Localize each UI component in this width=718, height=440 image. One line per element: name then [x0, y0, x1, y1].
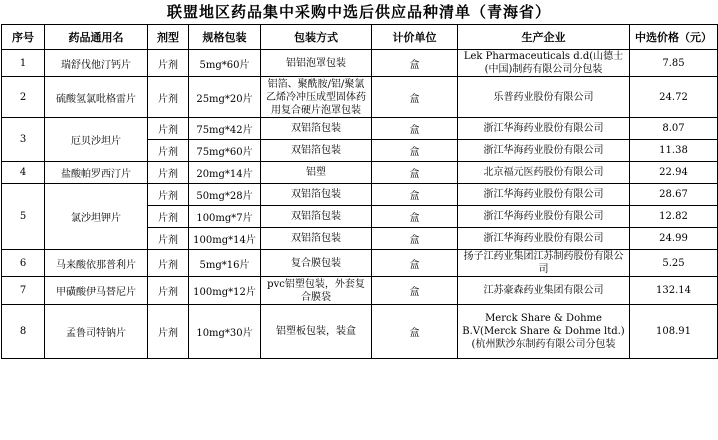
col-header-dosage-form: 剂型 — [148, 25, 189, 50]
drug-name: 瑞舒伐他汀钙片 — [45, 50, 148, 77]
packaging: 双铝箔包装 — [261, 140, 372, 162]
manufacturer: Lek Pharmaceuticals d.d(山德士(中国)制药有限公司分包装 — [458, 50, 630, 77]
table-row — [2, 50, 718, 77]
pricing-unit: 盒 — [372, 162, 458, 184]
packaging — [261, 77, 372, 118]
packaging: 复合膜包装 — [261, 250, 372, 277]
packaging-text: 铝箔、聚酰胺/铝/聚氯乙烯冷冲压成型固体药用复合硬片泡罩包装 — [266, 78, 366, 116]
winning-price: 22.94 — [630, 162, 718, 184]
pricing-unit: 盒 — [372, 140, 458, 162]
specification: 5mg*60片 — [189, 50, 261, 77]
packaging: 铝铝泡罩包装 — [261, 50, 372, 77]
pricing-unit: 盒 — [372, 118, 458, 140]
table-row — [2, 305, 718, 359]
specification: 25mg*20片 — [189, 77, 261, 118]
manufacturer: Merck Share & Dohme B.V(Merck Share & Dohme ltd.) (杭州默沙东制药有限公司分包装 — [458, 305, 630, 359]
specification: 50mg*28片 — [189, 184, 261, 206]
winning-price: 11.38 — [630, 140, 718, 162]
drug-name: 硫酸氢氯吡格雷片 — [45, 77, 148, 118]
table-row — [2, 250, 718, 277]
pricing-unit: 盒 — [372, 228, 458, 250]
specification: 20mg*14片 — [189, 162, 261, 184]
drug-name: 氯沙坦钾片 — [45, 184, 148, 250]
specification: 75mg*42片 — [189, 118, 261, 140]
dosage-form: 片剂 — [148, 250, 189, 277]
col-header-manufacturer: 生产企业 — [458, 25, 630, 50]
drug-list-table — [1, 24, 718, 359]
winning-price: 24.99 — [630, 228, 718, 250]
col-header-price: 中选价格（元） — [630, 25, 718, 50]
manufacturer: 乐普药业股份有限公司 — [458, 77, 630, 118]
pricing-unit: 盒 — [372, 50, 458, 77]
winning-price: 7.85 — [630, 50, 718, 77]
specification: 100mg*7片 — [189, 206, 261, 228]
manufacturer: 浙江华海药业股份有限公司 — [458, 184, 630, 206]
dosage-form: 片剂 — [148, 305, 189, 359]
packaging: pvc铝塑包装，外套复合膜袋 — [261, 277, 372, 305]
table-row — [2, 118, 718, 140]
dosage-form: 片剂 — [148, 50, 189, 77]
dosage-form: 片剂 — [148, 228, 189, 250]
col-header-packaging: 包装方式 — [261, 25, 372, 50]
page-title: 联盟地区药品集中采购中选后供应品种清单（青海省） — [166, 3, 551, 21]
specification: 10mg*30片 — [189, 305, 261, 359]
manufacturer: 浙江华海药业股份有限公司 — [458, 118, 630, 140]
col-header-no: 序号 — [2, 25, 45, 50]
dosage-form: 片剂 — [148, 184, 189, 206]
winning-price: 24.72 — [630, 77, 718, 118]
drug-name: 盐酸帕罗西汀片 — [45, 162, 148, 184]
packaging: 双铝箔包装 — [261, 118, 372, 140]
col-header-drug-name: 药品通用名 — [45, 25, 148, 50]
row-number: 7 — [2, 277, 45, 305]
manufacturer: 扬子江药业集团江苏制药股份有限公司 — [458, 250, 630, 277]
winning-price: 28.67 — [630, 184, 718, 206]
table-row — [2, 184, 718, 206]
packaging: 铝塑 — [261, 162, 372, 184]
dosage-form: 片剂 — [148, 206, 189, 228]
drug-name: 孟鲁司特钠片 — [45, 305, 148, 359]
winning-price: 132.14 — [630, 277, 718, 305]
packaging: 双铝箔包装 — [261, 206, 372, 228]
table-header-row — [2, 25, 718, 50]
dosage-form: 片剂 — [148, 118, 189, 140]
specification: 75mg*60片 — [189, 140, 261, 162]
drug-name: 厄贝沙坦片 — [45, 118, 148, 162]
row-number: 6 — [2, 250, 45, 277]
dosage-form: 片剂 — [148, 77, 189, 118]
pricing-unit: 盒 — [372, 206, 458, 228]
table-row — [2, 162, 718, 184]
drug-name: 马来酸依那普利片 — [45, 250, 148, 277]
table-row — [2, 77, 718, 118]
pricing-unit: 盒 — [372, 277, 458, 305]
dosage-form: 片剂 — [148, 140, 189, 162]
manufacturer: 浙江华海药业股份有限公司 — [458, 206, 630, 228]
specification: 5mg*16片 — [189, 250, 261, 277]
packaging: 铝塑板包装，装盒 — [261, 305, 372, 359]
manufacturer: 江苏豪森药业集团有限公司 — [458, 277, 630, 305]
pricing-unit: 盒 — [372, 305, 458, 359]
pricing-unit: 盒 — [372, 250, 458, 277]
winning-price: 8.07 — [630, 118, 718, 140]
row-number: 8 — [2, 305, 45, 359]
manufacturer: 浙江华海药业股份有限公司 — [458, 228, 630, 250]
pricing-unit: 盒 — [372, 184, 458, 206]
row-number: 1 — [2, 50, 45, 77]
packaging: 双铝箔包装 — [261, 228, 372, 250]
winning-price: 5.25 — [630, 250, 718, 277]
col-header-specification: 规格包装 — [189, 25, 261, 50]
pricing-unit: 盒 — [372, 77, 458, 118]
dosage-form: 片剂 — [148, 162, 189, 184]
row-number: 4 — [2, 162, 45, 184]
manufacturer: 北京福元医药股份有限公司 — [458, 162, 630, 184]
winning-price: 12.82 — [630, 206, 718, 228]
manufacturer: 浙江华海药业股份有限公司 — [458, 140, 630, 162]
row-number: 5 — [2, 184, 45, 250]
table-row — [2, 277, 718, 305]
dosage-form: 片剂 — [148, 277, 189, 305]
row-number: 3 — [2, 118, 45, 162]
specification: 100mg*14片 — [189, 228, 261, 250]
winning-price: 108.91 — [630, 305, 718, 359]
row-number: 2 — [2, 77, 45, 118]
drug-name: 甲磺酸伊马替尼片 — [45, 277, 148, 305]
packaging: 双铝箔包装 — [261, 184, 372, 206]
specification: 100mg*12片 — [189, 277, 261, 305]
col-header-unit: 计价单位 — [372, 25, 458, 50]
